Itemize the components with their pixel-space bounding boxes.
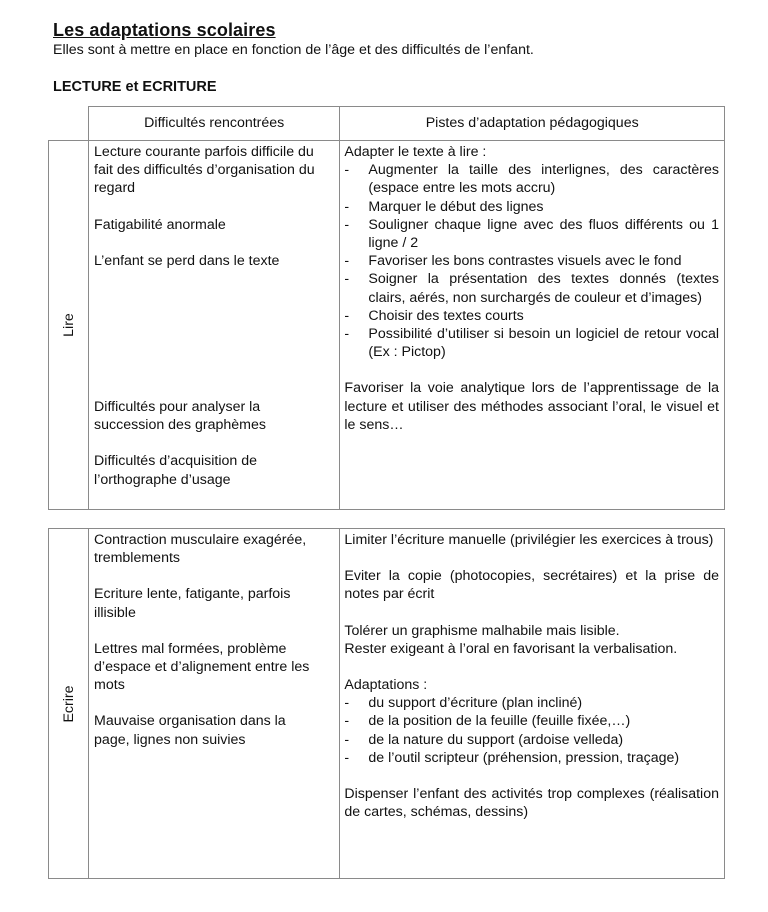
lire-difficulty: Lecture courante parfois difficile du fait des difficultés d’organisation du regard (94, 144, 315, 197)
page-subtitle: Elles sont à mettre en place en fonction de l’âge et des difficultés de l’enfant. (53, 42, 534, 58)
lire-table (48, 106, 725, 510)
side-label-ecrire: Ecrire (60, 684, 77, 723)
lire-adaptation-intro: Adapter le texte à lire : (344, 144, 487, 160)
list-item: - du support d’écriture (plan incliné) (344, 694, 719, 712)
ecrire-adaptation-footer: Dispenser l’enfant des activités trop complexes (réalisation de cartes, schémas, dessins) (344, 786, 719, 821)
ecrire-difficulties-cell (89, 529, 340, 879)
list-item: - de la position de la feuille (feuille fixée,…) (344, 712, 719, 730)
list-item: - Souligner chaque ligne avec des fluos différents ou 1 ligne / 2 (344, 216, 719, 252)
list-item: - de l’outil scripteur (préhension, pression, traçage) (344, 749, 719, 767)
table-row-lire (49, 141, 725, 510)
list-item: - Choisir des textes courts (344, 307, 719, 325)
list-item: - de la nature du support (ardoise velleda) (344, 731, 719, 749)
ecrire-table (48, 528, 725, 879)
ecrire-adaptation-list (344, 694, 719, 767)
ecrire-adaptation-intro: Adaptations : (344, 677, 428, 694)
header-difficulties: Difficultés rencontrées (89, 107, 340, 141)
list-item: - Soigner la présentation des textes donnés (textes clairs, aérés, non surchargés de couleur et d’images) (344, 270, 719, 306)
lire-difficulty: Difficultés d’acquisition de l’orthographe d’usage (94, 453, 258, 488)
ecrire-difficulty: Mauvaise organisation dans la page, lignes non suivies (94, 713, 286, 748)
ecrire-adaptation: Rester exigeant à l’oral en favorisant la verbalisation. (344, 640, 678, 657)
lire-adaptation-analytic: Favoriser la voie analytique lors de l’apprentissage de la lecture et utiliser des méthodes associant l’oral, le visuel et le sens… (344, 380, 719, 433)
list-item: - Augmenter la taille des interlignes, des caractères (espace entre les mots accru) (344, 161, 719, 197)
ecrire-difficulty: Contraction musculaire exagérée, tremblements (94, 532, 307, 567)
lire-adaptations-cell (340, 141, 725, 510)
lire-difficulty: L’enfant se perd dans le texte (94, 252, 280, 269)
header-adaptations: Pistes d’adaptation pédagogiques (340, 107, 725, 141)
page-title: Les adaptations scolaires (53, 20, 276, 40)
table-row-ecrire (49, 529, 725, 879)
ecrire-difficulty: Ecriture lente, fatigante, parfois illisible (94, 586, 291, 621)
side-label-cell-ecrire (49, 529, 89, 879)
lire-difficulty: Fatigabilité anormale (94, 216, 226, 233)
list-item: - Possibilité d’utiliser si besoin un logiciel de retour vocal (Ex : Pictop) (344, 325, 719, 361)
ecrire-adaptation: Tolérer un graphisme malhabile mais lisible. (344, 622, 620, 639)
ecrire-adaptation: Limiter l’écriture manuelle (privilégier les exercices à trous) (344, 532, 714, 548)
ecrire-adaptation: Eviter la copie (photocopies, secrétaires) et la prise de notes par écrit (344, 568, 719, 603)
lire-difficulties-cell (89, 141, 340, 510)
list-item: - Marquer le début des lignes (344, 198, 719, 216)
ecrire-difficulty: Lettres mal formées, problème d’espace et d’alignement entre les mots (94, 640, 310, 694)
header-blank-cell (49, 107, 89, 141)
lire-difficulty: Difficultés pour analyser la succession des graphèmes (94, 399, 266, 434)
lire-adaptation-list (344, 161, 719, 361)
list-item: - Favoriser les bons contrastes visuels avec le fond (344, 252, 719, 270)
table-header-row (49, 107, 725, 141)
side-label-lire: Lire (60, 313, 77, 337)
side-label-cell-lire (49, 141, 89, 510)
section-title: LECTURE et ECRITURE (53, 79, 217, 95)
ecrire-adaptations-cell (340, 529, 725, 879)
